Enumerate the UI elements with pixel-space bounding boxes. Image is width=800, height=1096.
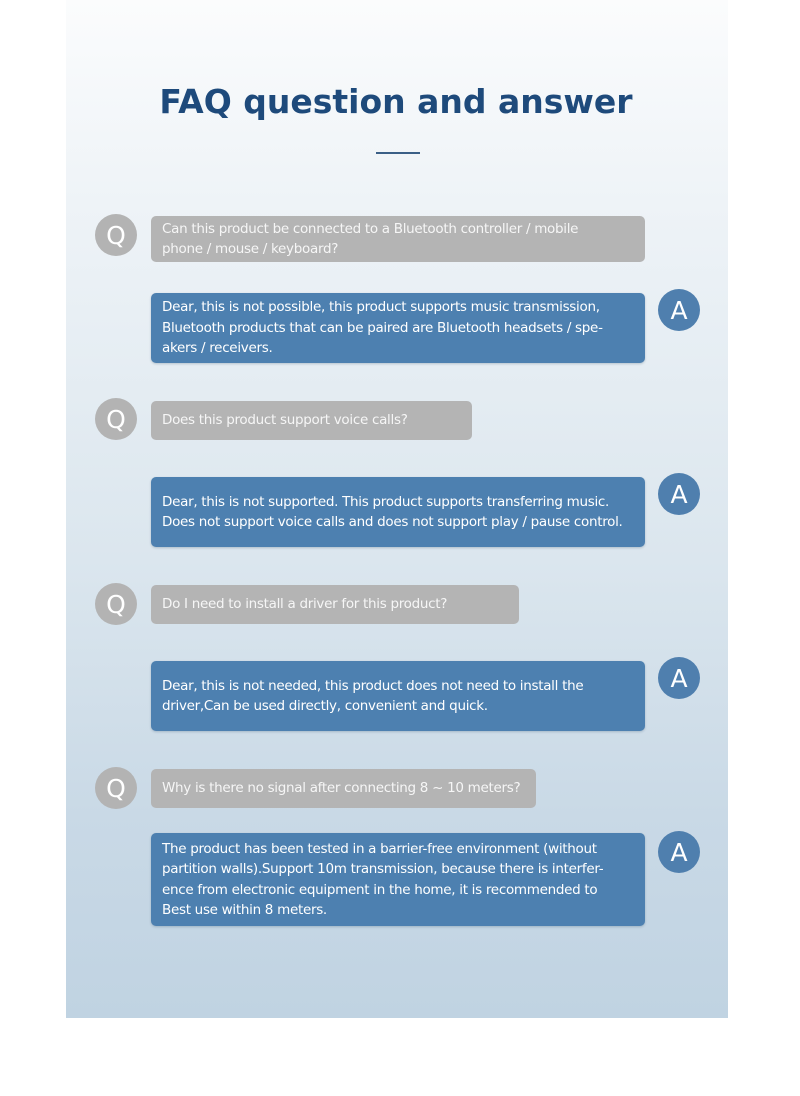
question-badge: Q [95,583,137,625]
page-title: FAQ question and answer [159,82,633,121]
title-divider [376,152,420,154]
answer-bubble: Dear, this is not possible, this product supports music transmission, Bluetooth products that can be paired are Bluetooth headsets / spe- akers / receivers. [151,293,645,363]
question-bubble: Can this product be connected to a Bluetooth controller / mobile phone / mouse / keyboard? [151,216,645,262]
question-bubble: Does this product support voice calls? [151,401,472,440]
answer-bubble: Dear, this is not supported. This product supports transferring music. Does not support voice calls and does not support play / pause control. [151,477,645,547]
question-badge: Q [95,398,137,440]
answer-badge: A [658,289,700,331]
answer-badge: A [658,473,700,515]
question-badge: Q [95,767,137,809]
answer-bubble: Dear, this is not needed, this product does not need to install the driver,Can be used directly, convenient and quick. [151,661,645,731]
answer-bubble: The product has been tested in a barrier-free environment (without partition walls).Support 10m transmission, because there is interfer- ence from electronic equipment in the home, it is recommended to Best use within 8 meters. [151,833,645,926]
question-badge: Q [95,214,137,256]
answer-badge: A [658,657,700,699]
answer-badge: A [658,831,700,873]
question-bubble: Why is there no signal after connecting 8 ~ 10 meters? [151,769,536,808]
question-bubble: Do I need to install a driver for this product? [151,585,519,624]
